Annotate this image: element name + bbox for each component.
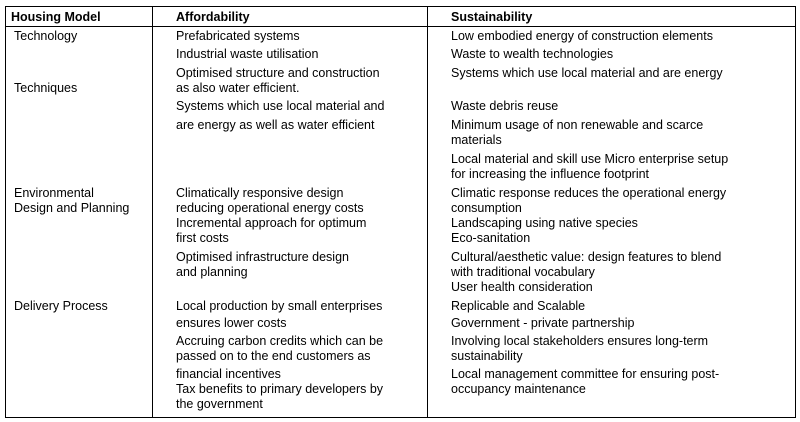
affordability-cell: Optimised structure and construction <box>176 66 380 80</box>
sustainability-cell: Local management committee for ensuring post- <box>451 367 720 381</box>
sustainability-cell: Waste to wealth technologies <box>451 47 614 61</box>
row-label-environmental: Environmental <box>14 186 94 200</box>
affordability-cell: financial incentives <box>176 367 281 381</box>
sustainability-cell: sustainability <box>451 349 523 363</box>
affordability-cell: and planning <box>176 265 248 279</box>
column-divider <box>152 7 153 417</box>
affordability-cell: as also water efficient. <box>176 81 300 95</box>
sustainability-cell: materials <box>451 133 502 147</box>
row-label-techniques: Techniques <box>14 81 78 95</box>
sustainability-cell: consumption <box>451 201 522 215</box>
row-label-technology: Technology <box>14 29 78 43</box>
affordability-cell: Prefabricated systems <box>176 29 300 43</box>
sustainability-cell: Involving local stakeholders ensures long-term <box>451 334 709 348</box>
affordability-cell: Optimised infrastructure design <box>176 250 349 264</box>
sustainability-cell: Government - private partnership <box>451 316 635 330</box>
affordability-cell: passed on to the end customers as <box>176 349 371 363</box>
affordability-cell: reducing operational energy costs <box>176 201 364 215</box>
header-affordability: Affordability <box>176 10 250 24</box>
sustainability-cell: Replicable and Scalable <box>451 299 586 313</box>
row-label-design-planning: Design and Planning <box>14 201 130 215</box>
affordability-cell: Local production by small enterprises <box>176 299 383 313</box>
affordability-cell: ensures lower costs <box>176 316 287 330</box>
affordability-cell: Accruing carbon credits which can be <box>176 334 384 348</box>
affordability-cell: are energy as well as water efficient <box>176 118 375 132</box>
affordability-cell: Industrial waste utilisation <box>176 47 319 61</box>
sustainability-cell: Climatic response reduces the operational energy <box>451 186 727 200</box>
sustainability-cell: Low embodied energy of construction elements <box>451 29 713 43</box>
sustainability-cell: Systems which use local material and are energy <box>451 66 723 80</box>
sustainability-cell: Landscaping using native species <box>451 216 638 230</box>
sustainability-cell: User health consideration <box>451 280 593 294</box>
sustainability-cell: Cultural/aesthetic value: design features to blend <box>451 250 722 264</box>
affordability-cell: Tax benefits to primary developers by <box>176 382 384 396</box>
affordability-cell: the government <box>176 397 263 411</box>
affordability-cell: Systems which use local material and <box>176 99 385 113</box>
sustainability-cell: for increasing the influence footprint <box>451 167 650 181</box>
sustainability-cell: Waste debris reuse <box>451 99 559 113</box>
row-label-delivery-process: Delivery Process <box>14 299 108 313</box>
affordability-cell: Climatically responsive design <box>176 186 344 200</box>
header-divider <box>6 26 795 27</box>
sustainability-cell: Local material and skill use Micro enterprise setup <box>451 152 729 166</box>
sustainability-cell: occupancy maintenance <box>451 382 586 396</box>
header-sustainability: Sustainability <box>451 10 533 24</box>
sustainability-cell: with traditional vocabulary <box>451 265 595 279</box>
column-divider <box>427 7 428 417</box>
sustainability-cell: Minimum usage of non renewable and scarce <box>451 118 704 132</box>
housing-model-table <box>5 6 796 418</box>
affordability-cell: Incremental approach for optimum <box>176 216 367 230</box>
sustainability-cell: Eco-sanitation <box>451 231 531 245</box>
affordability-cell: first costs <box>176 231 229 245</box>
header-housing-model: Housing Model <box>11 10 101 24</box>
